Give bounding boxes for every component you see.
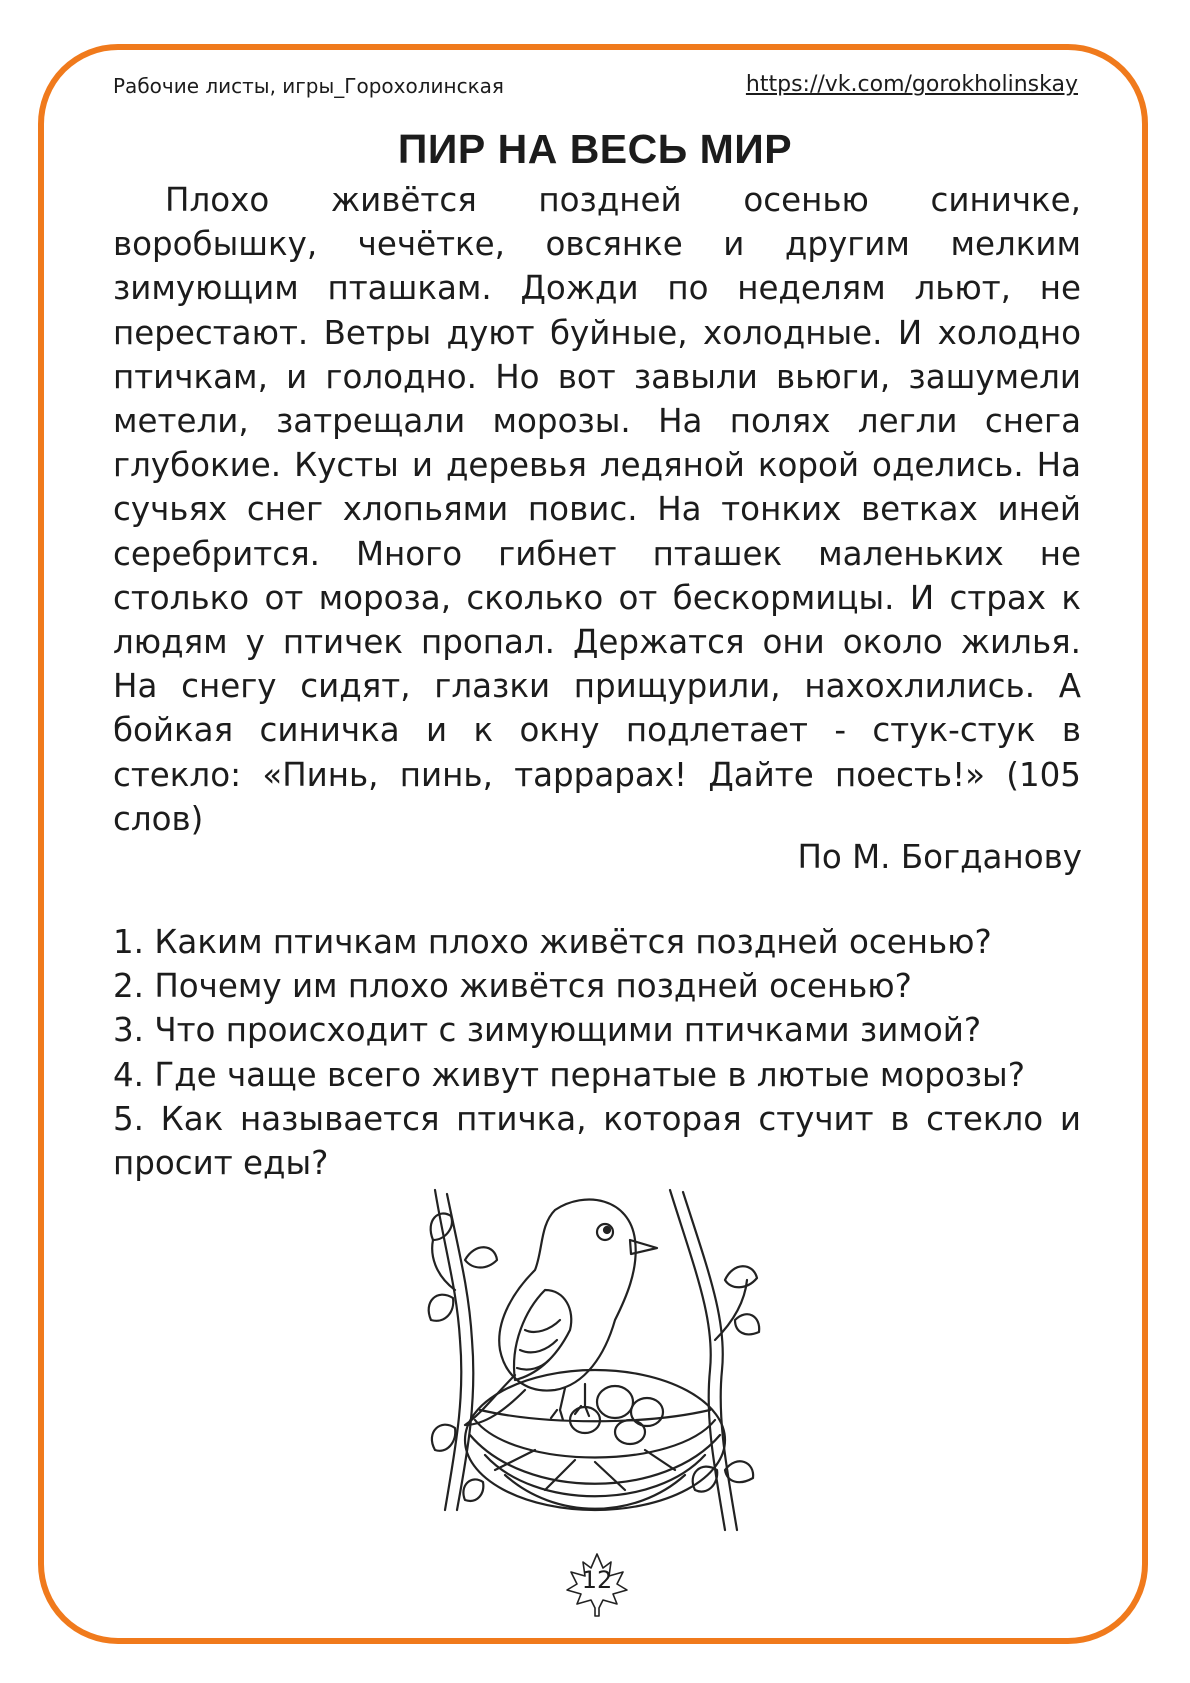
header-link[interactable]: https://vk.com/gorokholinskay (745, 72, 1078, 97)
question-item: 4. Где чаще всего живут пернатые в лютые морозы? (113, 1055, 1025, 1094)
page-number: 12 (581, 1566, 613, 1594)
header-caption: Рабочие листы, игры_Горохолинская (113, 74, 504, 98)
question-item: 5. Как называется птичка, которая стучит в стекло и просит еды? (113, 1099, 1081, 1183)
question-item: 1. Каким птичкам плохо живётся поздней осенью? (113, 923, 992, 961)
question-item: 3. Что происходит с зимующими птичками зимой? (113, 1011, 982, 1050)
story-text: Плохо живётся поздней осенью синичке, воробышку, чечётке, овсянке и другим мелким зимующим пташкам. Дожди по неделям льют, не перестают. Ветры дуют буйные, холодные. И холодно птичкам, и голодно. Но вот завыли вьюги, зашумели метели, затрещали морозы. На полях легли снега глубокие. Кусты и деревья ледяной корой оделись. На сучьях снег хлопьями повис. На тонких ветках иней серебрится. Много гибнет пташек маленьких не столько от мороза, сколько от бескормицы. И страх к людям у птичек пропал. Держатся они около жилья. На снегу сидят, глазки прищурили, нахохлились. А бойкая синичка и к окну подлетает - стук-стук в стекло: «Пинь, пинь, таррарах! Дайте поесть!» (105 слов) (113, 181, 1081, 838)
bird-in-nest-illustration (425, 1170, 765, 1550)
story-title: ПИР НА ВЕСЬ МИР (397, 126, 793, 172)
page-number-badge (565, 1552, 629, 1618)
question-item: 2. Почему им плохо живётся поздней осенью? (113, 967, 912, 1006)
story-author: По М. Богданову (797, 838, 1082, 876)
question-list (113, 920, 1081, 1185)
